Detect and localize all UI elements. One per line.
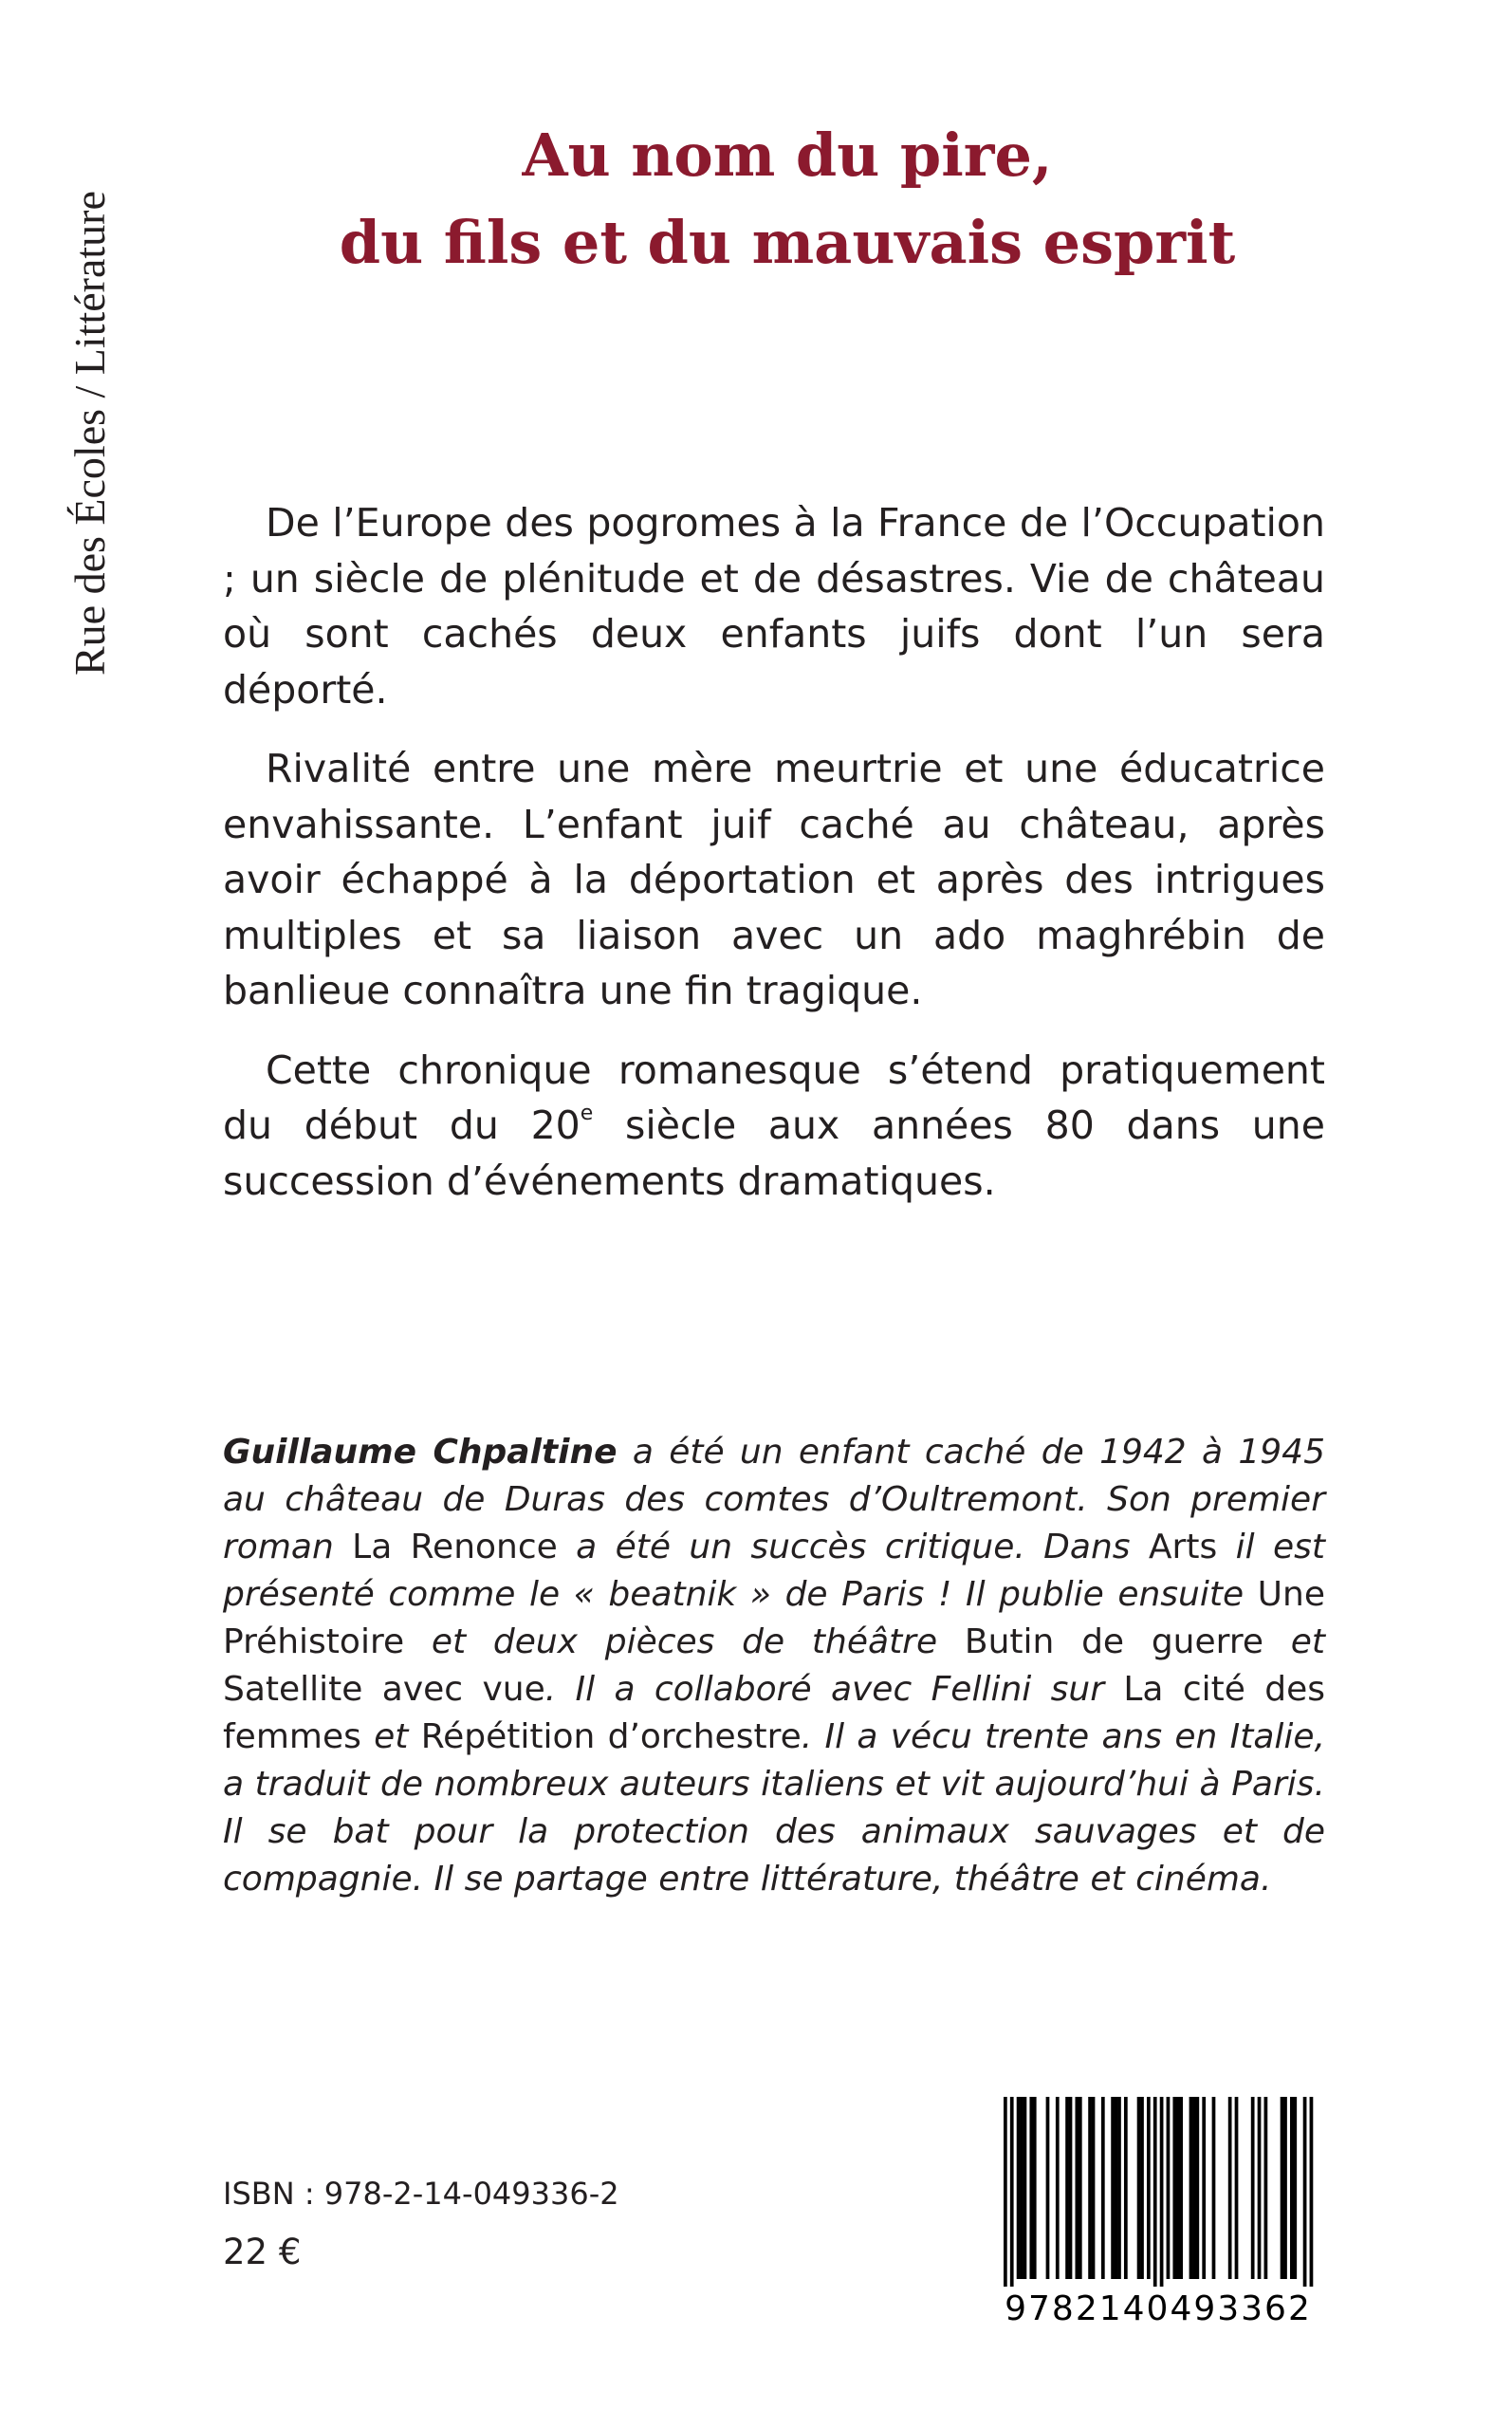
author-name: Guillaume Chpaltine [223,1433,618,1472]
bio-magazine: Arts [1148,1528,1218,1566]
bio-text-2: a été un succès critique. Dans [557,1528,1149,1566]
bio-film-1: La cité des femmes [223,1670,1325,1756]
blurb-paragraph-2: Rivalité entre une mère meurtrie et une éducatrice envahissante. L’enfant juif caché au château, après avoir échappé à la déportation et après des intrigues multiples et sa liaison avec un ado maghrébin de banlieue connaîtra une fin tragique. [223,746,1325,1013]
barcode-bar [1283,2097,1287,2279]
barcode-bar [1192,2097,1196,2279]
barcode-bar [1176,2097,1180,2279]
book-title-line-2: du fils et du mauvais esprit [339,208,1236,277]
barcode-bar [1069,2097,1073,2279]
barcode-bar [1293,2097,1297,2279]
blurb-paragraph-3 [223,1043,1325,1210]
author-bio [223,1429,1325,1903]
barcode-bar [1264,2097,1268,2279]
barcode-bar [1212,2097,1216,2279]
barcode-bar [1310,2097,1314,2287]
barcode-bar [1202,2097,1206,2279]
barcode-bar [1010,2097,1014,2287]
barcode-bar [1258,2097,1262,2279]
blurb-p3-superscript: e [580,1102,594,1125]
bio-text-8: . Il a vécu trente ans en Italie, a traduit de nombreux auteurs italiens et vit aujourd’hui à Paris. Il se bat pour la protection des animaux sauvages et de compagnie. Il se partage entre littérature, théâtre et cinéma. [223,1717,1326,1899]
bio-text-6: . Il a collaboré avec Fellini sur [544,1670,1124,1709]
barcode-bar [1023,2097,1027,2279]
bio-play-2: Satellite avec vue [223,1670,545,1709]
bio-book-1: La Renonce [352,1528,558,1566]
barcode-bar [1140,2097,1144,2279]
barcode-bar [1004,2097,1007,2287]
barcode-bar [1117,2097,1121,2279]
bio-book-2: Une Préhistoire [223,1575,1325,1661]
barcode-bar [1033,2097,1037,2279]
barcode-bar [1046,2097,1050,2279]
book-title [247,112,1328,287]
barcode-bar [1075,2097,1079,2279]
barcode-bar [1172,2097,1176,2279]
bio-text-3: il est présenté comme le « beatnik » de Paris ! Il publie ensuite [223,1528,1325,1614]
bio-text-1: a été un enfant caché de 1942 à 1945 au château de Duras des comtes d’Oultremont. Son premier roman [223,1433,1325,1566]
bio-text-4: et deux pièces de théâtre [404,1622,965,1661]
blurb-p3-end: siècle aux années 80 dans une succession d’événements dramatiques. [223,1103,1325,1204]
barcode-bar [1179,2097,1183,2279]
isbn: ISBN : 978-2-14-049336-2 [223,2176,619,2212]
barcode-bar [1065,2097,1069,2279]
collection-label: Rue des Écoles / Littérature [65,191,114,676]
barcode-bar [1029,2097,1033,2279]
barcode-bar [1115,2097,1118,2279]
barcode-bar [1020,2097,1023,2279]
bio-text-5: et [1263,1622,1325,1661]
barcode-bar [1092,2097,1096,2279]
barcode-bar [1228,2097,1232,2279]
barcode-bar [1167,2097,1171,2279]
barcode-bar [1088,2097,1092,2279]
bio-film-2: Répétition d’orchestre [420,1717,802,1756]
barcode-bar [1111,2097,1115,2279]
barcode-bar [1017,2097,1021,2279]
price: 22 € [223,2232,302,2272]
blurb [223,495,1325,1232]
barcode-bar [1079,2097,1082,2279]
blurb-p3-start: Cette chronique romanesque s’étend pratiquement du début du 20 [223,1047,1325,1148]
barcode-bar [1124,2097,1128,2279]
barcode-number: 9782140493362 [1005,2289,1312,2328]
barcode-bar [1251,2097,1255,2279]
blurb-paragraph-1: De l’Europe des pogromes à la France de l’Occupation ; un siècle de plénitude et de désastres. Vie de château où sont cachés deux enfants juifs dont l’un sera déporté. [223,500,1325,713]
barcode-bar [1137,2097,1141,2279]
barcode-bars [994,2097,1322,2287]
barcode-bar [1281,2097,1284,2279]
barcode-bar [1290,2097,1294,2279]
barcode-bar [1101,2097,1105,2279]
barcode-bar [1056,2097,1060,2279]
book-title-line-1: Au nom du pire, [522,120,1053,190]
barcode-bar [1147,2097,1151,2279]
barcode-bar [1189,2097,1193,2279]
barcode-bar [1153,2097,1157,2287]
barcode-bar [1160,2097,1164,2287]
bio-text-7: et [360,1717,421,1756]
barcode-bar [1195,2097,1199,2279]
barcode-bar [1235,2097,1239,2279]
barcode [994,2097,1322,2328]
barcode-bar [1303,2097,1307,2287]
bio-play-1: Butin de guerre [964,1622,1263,1661]
